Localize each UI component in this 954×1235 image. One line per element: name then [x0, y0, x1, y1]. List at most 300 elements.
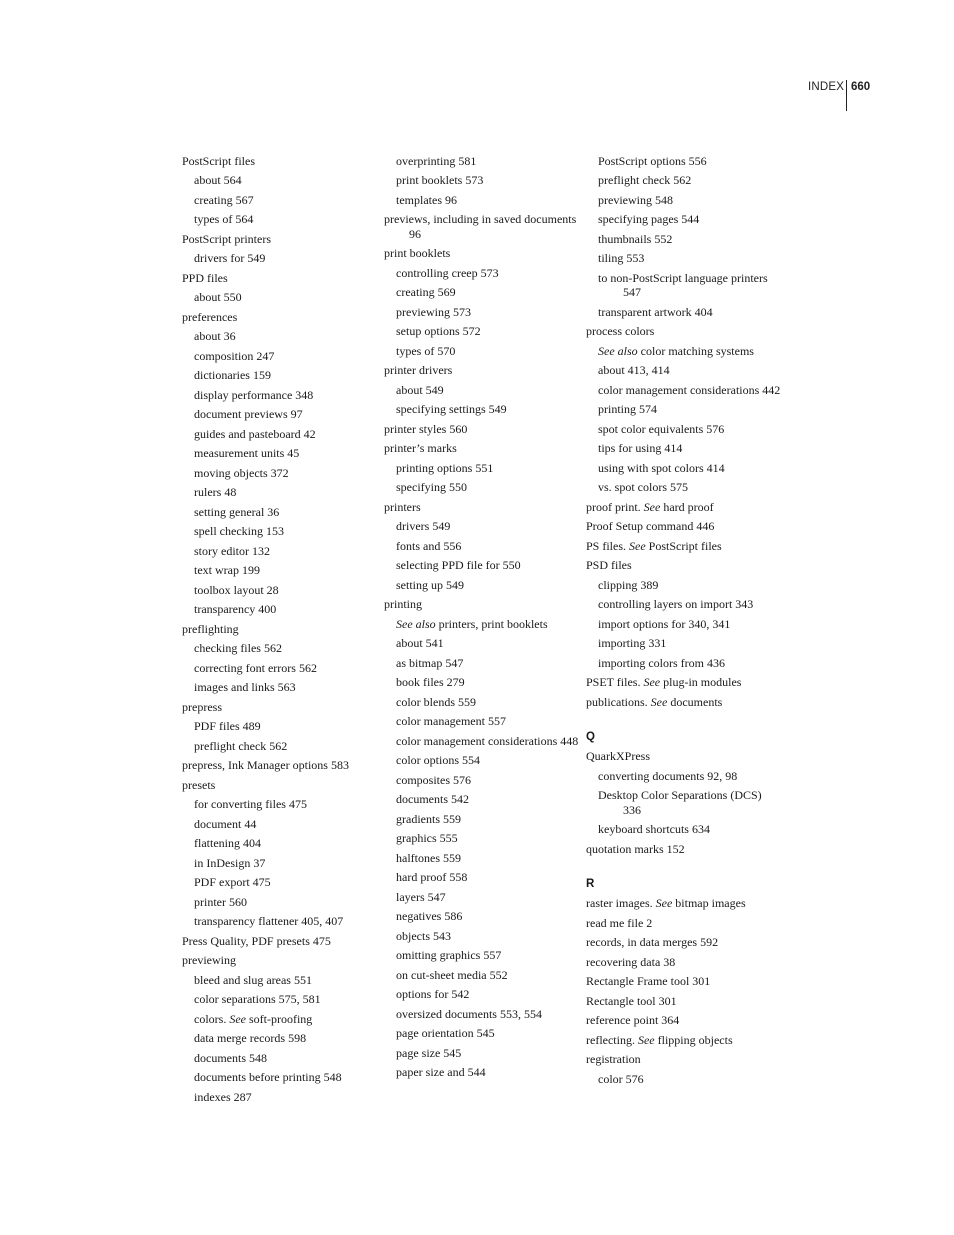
index-subentry [182, 502, 377, 522]
index-subentry [182, 483, 377, 503]
entry-text: printer styles 560 [384, 421, 468, 436]
index-subentry [384, 517, 579, 537]
entry-text: PDF files 489 [194, 719, 261, 733]
index-subentry [182, 171, 377, 191]
running-header-label: INDEX [808, 81, 845, 93]
index-subentry [384, 965, 579, 985]
entry-text: moving objects 372 [194, 465, 289, 480]
entry-text: color options 554 [396, 753, 480, 767]
index-subentry [586, 575, 781, 595]
entry-text: using with spot colors 414 [598, 460, 725, 475]
index-subentry [384, 731, 579, 751]
see-reference-label: See [643, 499, 661, 514]
entry-text: registration [586, 1052, 641, 1066]
index-subentry [384, 341, 579, 361]
entry-text: Rectangle tool 301 [586, 993, 677, 1008]
index-subentry [182, 678, 377, 698]
index-subentry [384, 926, 579, 946]
index-subentry [182, 327, 377, 347]
index-subentry [586, 190, 781, 210]
entry-text: options for 542 [396, 987, 470, 1001]
entry-text: halftones 559 [396, 850, 461, 865]
index-column-3 [586, 151, 781, 1089]
entry-text: previewing 573 [396, 304, 471, 319]
index-subentry [586, 595, 781, 615]
index-column-2 [384, 151, 579, 1082]
entry-text: color management considerations 442 [598, 382, 781, 397]
index-subentry [384, 478, 579, 498]
entry-text: printing 574 [598, 402, 657, 416]
see-reference-target: bitmap images [675, 896, 746, 910]
see-reference-label: See [643, 675, 661, 689]
index-entry [182, 756, 377, 776]
index-subentry [182, 190, 377, 210]
entry-text: spell checking 153 [194, 524, 284, 538]
entry-text: presets [182, 777, 216, 792]
index-subentry [182, 1087, 377, 1107]
entry-text: color separations 575, 581 [194, 992, 321, 1006]
index-subentry [384, 1043, 579, 1063]
index-subentry [384, 653, 579, 673]
index-subentry [586, 302, 781, 322]
entry-text: documents 542 [396, 792, 469, 806]
index-subentry [586, 478, 781, 498]
entry-text: keyboard shortcuts 634 [598, 822, 710, 836]
index-subentry [384, 614, 579, 634]
entry-text: process colors [586, 324, 655, 338]
entry-text: vs. spot colors 575 [598, 480, 688, 494]
entry-text: PS files. [586, 538, 627, 553]
index-subentry [586, 766, 781, 786]
index-subentry [384, 770, 579, 790]
index-subentry [182, 853, 377, 873]
entry-text: types of 564 [194, 212, 254, 226]
entry-text: composites 576 [396, 772, 471, 787]
index-subentry [384, 171, 579, 191]
entry-text: controlling layers on import 343 [598, 597, 754, 611]
see-reference-target: soft-proofing [248, 1011, 313, 1026]
see-reference-label: See also [396, 616, 436, 631]
index-subentry [182, 1029, 377, 1049]
entry-text: printers [384, 499, 421, 514]
entry-text: preflighting [182, 621, 239, 636]
entry-text: Press Quality, PDF presets 475 [182, 933, 331, 948]
index-subentry [586, 458, 781, 478]
entry-text: controlling creep 573 [396, 265, 499, 280]
entry-text: checking files 562 [194, 641, 282, 655]
entry-text: reflecting. [586, 1032, 635, 1047]
entry-text: layers 547 [396, 889, 446, 904]
entry-text: overprinting 581 [396, 153, 477, 168]
entry-text: preferences [182, 309, 238, 324]
entry-text: thumbnails 552 [598, 231, 673, 246]
entry-text: raster images. [586, 896, 653, 910]
index-entry [586, 952, 781, 972]
entry-text: print booklets 573 [396, 173, 484, 187]
index-subentry [586, 653, 781, 673]
see-reference-label: See [637, 1032, 655, 1047]
entry-text: book files 279 [396, 675, 465, 689]
entry-text: printing [384, 597, 422, 611]
entry-text: recovering data 38 [586, 954, 676, 969]
see-reference-label: See also [598, 343, 638, 358]
entry-text: gradients 559 [396, 811, 461, 826]
entry-text: QuarkXPress [586, 749, 650, 763]
entry-text: creating 567 [194, 192, 254, 207]
entry-text: creating 569 [396, 285, 456, 299]
index-subentry [182, 424, 377, 444]
index-subentry [586, 361, 781, 381]
index-subentry [182, 736, 377, 756]
index-subentry [182, 288, 377, 308]
entry-text: PSET files. [586, 675, 641, 689]
entry-text: for converting files 475 [194, 797, 307, 811]
entry-text: prepress [182, 699, 222, 714]
entry-text: PostScript options 556 [598, 153, 707, 168]
index-subentry [384, 302, 579, 322]
index-entry [586, 972, 781, 992]
index-subentry [384, 673, 579, 693]
see-reference-label: See [229, 1011, 246, 1026]
index-entry [586, 556, 781, 576]
index-subentry [384, 985, 579, 1005]
index-subentry [182, 814, 377, 834]
entry-text: setting general 36 [194, 504, 280, 519]
index-subentry [586, 820, 781, 840]
entry-text: import options for 340, 341 [598, 616, 731, 631]
entry-text: bleed and slug areas 551 [194, 972, 312, 987]
index-subentry [182, 658, 377, 678]
index-subentry [182, 541, 377, 561]
index-subentry [384, 283, 579, 303]
entry-text: color management considerations 448 [396, 733, 579, 748]
entry-text: color 576 [598, 1071, 644, 1086]
index-subentry [586, 210, 781, 230]
entry-text: page orientation 545 [396, 1026, 495, 1040]
index-subentry [182, 346, 377, 366]
entry-text: story editor 132 [194, 543, 270, 558]
index-subentry [384, 887, 579, 907]
entry-text: document previews 97 [194, 407, 303, 421]
entry-text: documents before printing 548 [194, 1070, 342, 1084]
index-subentry [182, 444, 377, 464]
see-reference-target: PostScript files [648, 538, 722, 553]
index-subentry [182, 405, 377, 425]
entry-text: composition 247 [194, 348, 275, 363]
index-entry [182, 697, 377, 717]
index-entry [586, 692, 781, 712]
entry-text: types of 570 [396, 343, 456, 358]
entry-text: color management 557 [396, 714, 506, 728]
index-subentry [182, 639, 377, 659]
index-subentry [384, 868, 579, 888]
index-subentry [182, 1009, 377, 1029]
entry-text: about 413, 414 [598, 363, 670, 377]
entry-text: guides and pasteboard 42 [194, 426, 316, 441]
index-subentry [586, 171, 781, 191]
index-subentry [384, 556, 579, 576]
entry-text: about 549 [396, 382, 444, 397]
index-subentry [182, 210, 377, 230]
entry-text: document 44 [194, 816, 257, 831]
entry-text: color blends 559 [396, 694, 476, 709]
index-subentry [384, 380, 579, 400]
index-subentry [182, 463, 377, 483]
entry-text: in InDesign 37 [194, 855, 266, 870]
index-subentry [384, 1004, 579, 1024]
index-entry [586, 517, 781, 537]
index-subentry [182, 561, 377, 581]
index-subentry [384, 634, 579, 654]
index-entry [182, 151, 377, 171]
index-entry [182, 775, 377, 795]
index-subentry [384, 190, 579, 210]
entry-text: print booklets [384, 246, 451, 260]
entry-text: records, in data merges 592 [586, 935, 719, 949]
entry-text: read me file 2 [586, 915, 653, 930]
entry-text: previews, including in saved documents 96 [384, 212, 577, 241]
header-divider [846, 80, 847, 111]
entry-text: prepress, Ink Manager options 583 [182, 758, 349, 772]
entry-text: Q [586, 730, 595, 743]
entry-text: specifying pages 544 [598, 212, 700, 226]
entry-text: templates 96 [396, 192, 457, 207]
entry-text: negatives 586 [396, 909, 463, 923]
entry-text: tiling 553 [598, 251, 645, 265]
entry-text: importing colors from 436 [598, 655, 725, 670]
entry-text: toolbox layout 28 [194, 582, 279, 597]
entry-text: display performance 348 [194, 387, 314, 402]
index-subentry [586, 786, 781, 820]
index-entry [182, 307, 377, 327]
index-subentry [182, 873, 377, 893]
entry-text: objects 543 [396, 928, 451, 943]
entry-text: printing options 551 [396, 460, 494, 475]
see-reference-target: documents [670, 694, 723, 709]
index-entry [586, 894, 781, 914]
index-subentry [384, 829, 579, 849]
entry-text: about 564 [194, 173, 242, 187]
index-subentry [384, 458, 579, 478]
index-entry [586, 839, 781, 859]
index-subentry [384, 400, 579, 420]
index-subentry [586, 419, 781, 439]
entry-text: text wrap 199 [194, 563, 260, 577]
entry-text: rulers 48 [194, 485, 237, 499]
index-entry [182, 931, 377, 951]
index-subentry [182, 834, 377, 854]
entry-text: printer’s marks [384, 441, 457, 455]
index-subentry [182, 970, 377, 990]
index-subentry [384, 1024, 579, 1044]
index-entry [586, 1050, 781, 1070]
index-entry [182, 619, 377, 639]
index-entry [586, 673, 781, 693]
index-subentry [182, 1068, 377, 1088]
index-subentry [384, 848, 579, 868]
index-letter-heading [586, 874, 781, 894]
entry-text: clipping 389 [598, 577, 659, 592]
entry-text: flattening 404 [194, 836, 261, 850]
entry-text: PostScript printers [182, 231, 271, 246]
index-subentry [384, 790, 579, 810]
entry-text: reference point 364 [586, 1013, 680, 1027]
index-subentry [182, 385, 377, 405]
index-entry [384, 439, 579, 459]
entry-text: oversized documents 553, 554 [396, 1006, 542, 1021]
index-subentry [182, 795, 377, 815]
index-entry [182, 229, 377, 249]
entry-text: preflight check 562 [194, 738, 288, 753]
see-reference-target: hard proof [663, 499, 714, 514]
entry-text: preflight check 562 [598, 173, 692, 187]
index-entry [586, 747, 781, 767]
index-entry [586, 1011, 781, 1031]
entry-text: page size 545 [396, 1045, 462, 1060]
entry-text: Rectangle Frame tool 301 [586, 974, 711, 988]
see-reference-target: plug-in modules [663, 675, 742, 689]
index-subentry [182, 717, 377, 737]
entry-text: publications. [586, 694, 648, 709]
entry-text: correcting font errors 562 [194, 660, 317, 675]
entry-text: paper size and 544 [396, 1065, 486, 1079]
index-subentry [586, 268, 781, 302]
index-subentry [384, 575, 579, 595]
entry-text: graphics 555 [396, 831, 458, 845]
entry-text: tips for using 414 [598, 441, 683, 455]
entry-text: specifying 550 [396, 480, 467, 494]
index-subentry [182, 990, 377, 1010]
index-subentry [182, 249, 377, 269]
entry-text: drivers 549 [396, 519, 451, 533]
index-subentry [182, 580, 377, 600]
see-reference-target: color matching systems [640, 343, 754, 358]
entry-text: about 541 [396, 636, 444, 650]
index-subentry [586, 151, 781, 171]
index-entry [586, 913, 781, 933]
entry-text: selecting PPD file for 550 [396, 558, 521, 572]
index-subentry [586, 1069, 781, 1089]
index-column-1 [182, 151, 377, 1107]
index-entry [586, 933, 781, 953]
see-reference-target: flipping objects [657, 1032, 733, 1047]
entry-text: Proof Setup command 446 [586, 519, 715, 533]
index-subentry [586, 249, 781, 269]
entry-text: quotation marks 152 [586, 841, 685, 856]
index-entry [384, 419, 579, 439]
entry-text: images and links 563 [194, 680, 296, 694]
see-reference-target: printers, print booklets [438, 616, 548, 631]
index-subentry [182, 1048, 377, 1068]
entry-text: dictionaries 159 [194, 368, 271, 382]
index-entry [586, 991, 781, 1011]
entry-text: proof print. [586, 499, 641, 514]
index-subentry [182, 366, 377, 386]
index-entry [384, 497, 579, 517]
entry-text: transparency flattener 405, 407 [194, 914, 344, 928]
index-entry [586, 536, 781, 556]
index-subentry [384, 809, 579, 829]
entry-text: setting up 549 [396, 577, 464, 592]
index-subentry [586, 380, 781, 400]
page-number: 660 [851, 81, 871, 93]
entry-text: previewing 548 [598, 192, 673, 207]
entry-text: R [586, 877, 595, 890]
index-subentry [384, 151, 579, 171]
entry-text: measurement units 45 [194, 446, 300, 460]
index-subentry [586, 614, 781, 634]
index-entry [586, 1030, 781, 1050]
entry-text: as bitmap 547 [396, 655, 464, 670]
entry-text: specifying settings 549 [396, 402, 507, 416]
index-subentry [182, 892, 377, 912]
index-subentry [384, 712, 579, 732]
index-entry [384, 210, 579, 244]
index-letter-heading [586, 727, 781, 747]
index-entry [384, 244, 579, 264]
index-subentry [384, 1063, 579, 1083]
entry-text: transparency 400 [194, 602, 277, 616]
index-subentry [182, 600, 377, 620]
index-subentry [182, 912, 377, 932]
index-entry [182, 951, 377, 971]
entry-text: PDF export 475 [194, 875, 271, 889]
see-reference-label: See [650, 694, 668, 709]
index-subentry [384, 263, 579, 283]
index-subentry [586, 439, 781, 459]
index-subentry [586, 400, 781, 420]
entry-text: indexes 287 [194, 1089, 252, 1104]
entry-text: PostScript files [182, 153, 256, 168]
index-subentry [384, 692, 579, 712]
index-subentry [384, 946, 579, 966]
index-subentry [384, 536, 579, 556]
index-subentry [586, 341, 781, 361]
entry-text: on cut-sheet media 552 [396, 967, 508, 982]
entry-text: omitting graphics 557 [396, 948, 502, 962]
entry-text: converting documents 92, 98 [598, 768, 738, 783]
entry-text: fonts and 556 [396, 538, 462, 553]
index-subentry [586, 229, 781, 249]
entry-text: data merge records 598 [194, 1031, 307, 1045]
entry-text: hard proof 558 [396, 870, 468, 884]
index-entry [384, 595, 579, 615]
index-entry [586, 497, 781, 517]
entry-text: PPD files [182, 270, 228, 285]
entry-text: setup options 572 [396, 324, 481, 338]
index-subentry [384, 322, 579, 342]
entry-text: Desktop Color Separations (DCS) 336 [598, 788, 762, 817]
entry-text: PSD files [586, 558, 632, 572]
index-subentry [182, 522, 377, 542]
entry-text: spot color equivalents 576 [598, 421, 725, 436]
entry-text: documents 548 [194, 1050, 267, 1065]
entry-text: colors. [194, 1011, 227, 1026]
see-reference-label: See [629, 538, 646, 553]
entry-text: transparent artwork 404 [598, 304, 713, 319]
entry-text: importing 331 [598, 636, 667, 650]
entry-text: printer drivers [384, 363, 453, 377]
index-entry [586, 322, 781, 342]
entry-text: about 36 [194, 329, 236, 343]
entry-text: to non-PostScript language printers 547 [598, 270, 768, 299]
index-entry [384, 361, 579, 381]
index-subentry [586, 634, 781, 654]
index-subentry [384, 907, 579, 927]
entry-text: about 550 [194, 290, 242, 304]
index-entry [182, 268, 377, 288]
index-subentry [384, 751, 579, 771]
